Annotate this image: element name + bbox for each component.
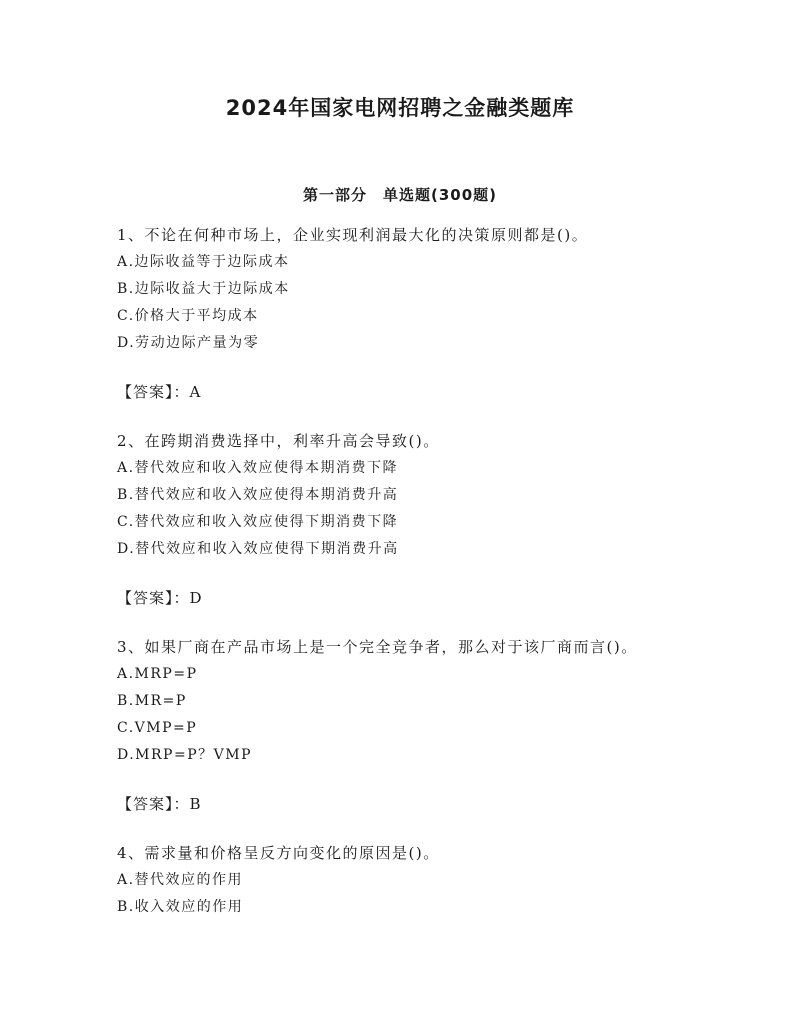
question-list [117,222,697,943]
section-title: 第一部分 单选题(300题) [302,186,498,204]
option-d: D.MRP=P？VMP [117,747,252,763]
answer-line [117,585,697,612]
question-item [117,840,697,921]
question-stem: 3、如果厂商在产品市场上是一个完全竞争者，那么对于该厂商而言()。 [117,638,638,656]
option-list [117,867,697,921]
answer-label: 【答案】： [117,589,190,607]
question-item [117,634,697,818]
answer-line [117,791,697,818]
option-d: D.替代效应和收入效应使得下期消费升高 [117,541,399,557]
option-list [117,249,697,357]
option-b: B.替代效应和收入效应使得本期消费升高 [117,487,399,503]
question-stem: 1、不论在何种市场上，企业实现利润最大化的决策原则都是()。 [117,226,589,244]
answer-value: A [189,383,202,401]
option-c: C.替代效应和收入效应使得下期消费下降 [117,514,399,530]
option-list [117,455,697,563]
option-a: A.替代效应和收入效应使得本期消费下降 [117,460,399,476]
answer-label: 【答案】： [117,795,190,813]
document-title: 2024年国家电网招聘之金融类题库 [225,96,575,120]
option-a: A.MRP=P [117,666,198,682]
option-c: C.VMP=P [117,720,198,736]
question-stem: 4、需求量和价格呈反方向变化的原因是()。 [117,844,440,862]
option-b: B.边际收益大于边际成本 [117,281,290,297]
answer-value: B [189,795,202,813]
option-c: C.价格大于平均成本 [117,308,259,324]
question-item [117,222,697,406]
option-list [117,661,697,769]
question-item [117,428,697,612]
option-a: A.边际收益等于边际成本 [117,254,290,270]
option-a: A.替代效应的作用 [117,872,244,888]
answer-label: 【答案】： [117,383,190,401]
answer-line [117,379,697,406]
option-b: B.收入效应的作用 [117,899,244,915]
option-d: D.劳动边际产量为零 [117,335,260,351]
option-b: B.MR=P [117,693,187,709]
answer-value: D [189,589,203,607]
question-stem: 2、在跨期消费选择中，利率升高会导致()。 [117,432,440,450]
